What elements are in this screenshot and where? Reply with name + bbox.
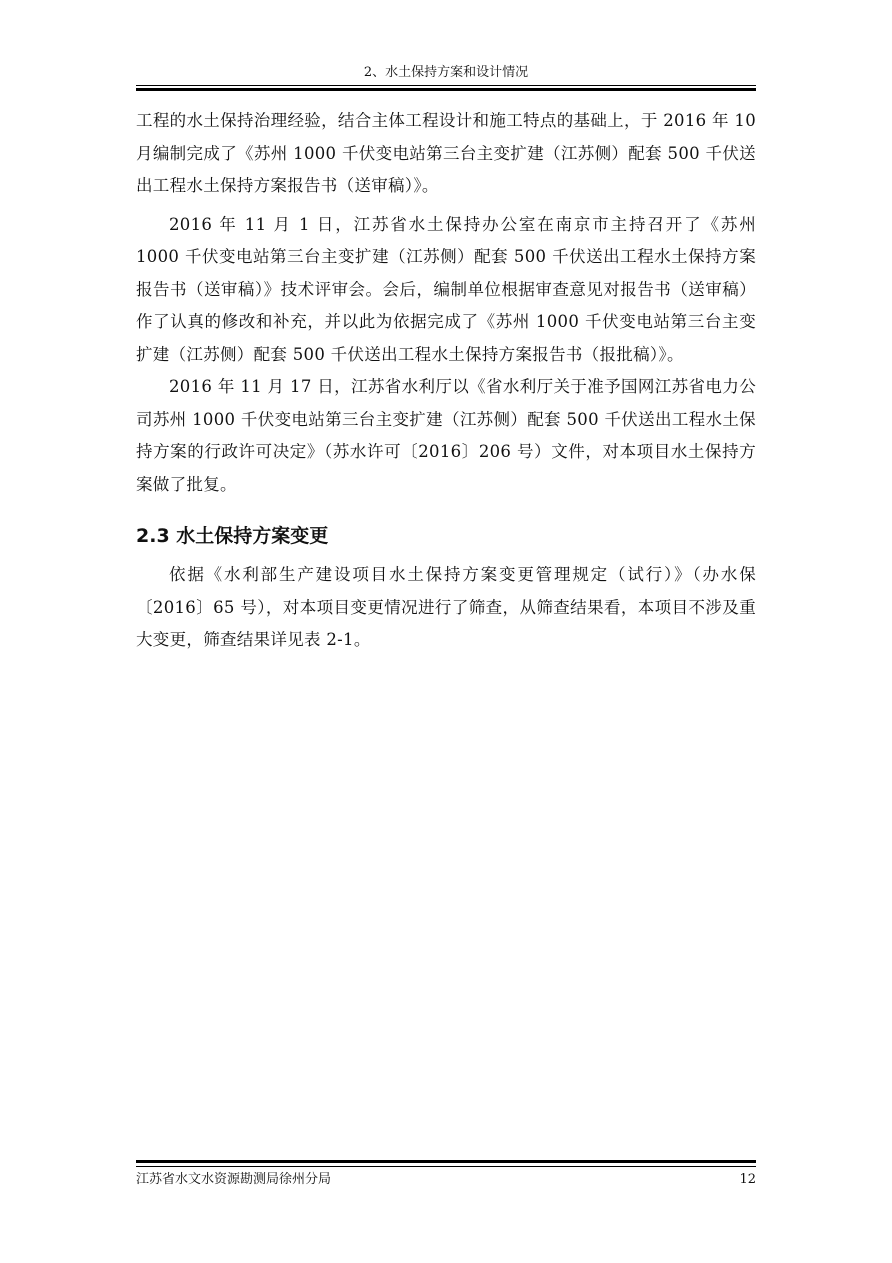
paragraph-continuation: 工程的水土保持治理经验，结合主体工程设计和施工特点的基础上，于 2016 年 10 月编制完成了《苏州 1000 千伏变电站第三台主变扩建（江苏侧）配套 500 千伏送出工程水土保持方案报告书（送审稿）》。	[136, 111, 756, 195]
body-text	[136, 105, 756, 657]
paragraph-change-screening: 依据《水利部生产建设项目水土保持方案变更管理规定（试行）》（办水保〔2016〕65 号），对本项目变更情况进行了筛查，从筛查结果看，本项目不涉及重大变更，筛查结果详见表 2-1。	[136, 565, 756, 649]
header-rule-thin	[136, 85, 756, 86]
section-heading: 2.3 水土保持方案变更	[136, 525, 329, 547]
paragraph-approval: 2016 年 11 月 17 日，江苏省水利厅以《省水利厅关于准予国网江苏省电力公司苏州 1000 千伏变电站第三台主变扩建（江苏侧）配套 500 千伏送出工程水土保持方案的行政许可决定》（苏水许可〔2016〕206 号）文件，对本项目水土保持方案做了批复。	[136, 377, 756, 494]
footer-rule-thick	[136, 1160, 756, 1163]
header-rule-thick	[136, 88, 756, 91]
paragraph-review-meeting: 2016 年 11 月 1 日，江苏省水土保持办公室在南京市主持召开了《苏州 1000 千伏变电站第三台主变扩建（江苏侧）配套 500 千伏送出工程水土保持方案报告书（送审稿）》技术评审会。会后，编制单位根据审查意见对报告书（送审稿）作了认真的修改和补充，并以此为依据完成了《苏州 1000 千伏变电站第三台主变扩建（江苏侧）配套 500 千伏送出工程水土保持方案报告书（报批稿）》。	[136, 214, 756, 364]
footer-organization: 江苏省水文水资源勘测局徐州分局	[136, 1172, 332, 1187]
page-number: 12	[739, 1172, 756, 1187]
running-header-title: 2、水土保持方案和设计情况	[363, 65, 529, 80]
footer-rule-thin	[136, 1166, 756, 1167]
